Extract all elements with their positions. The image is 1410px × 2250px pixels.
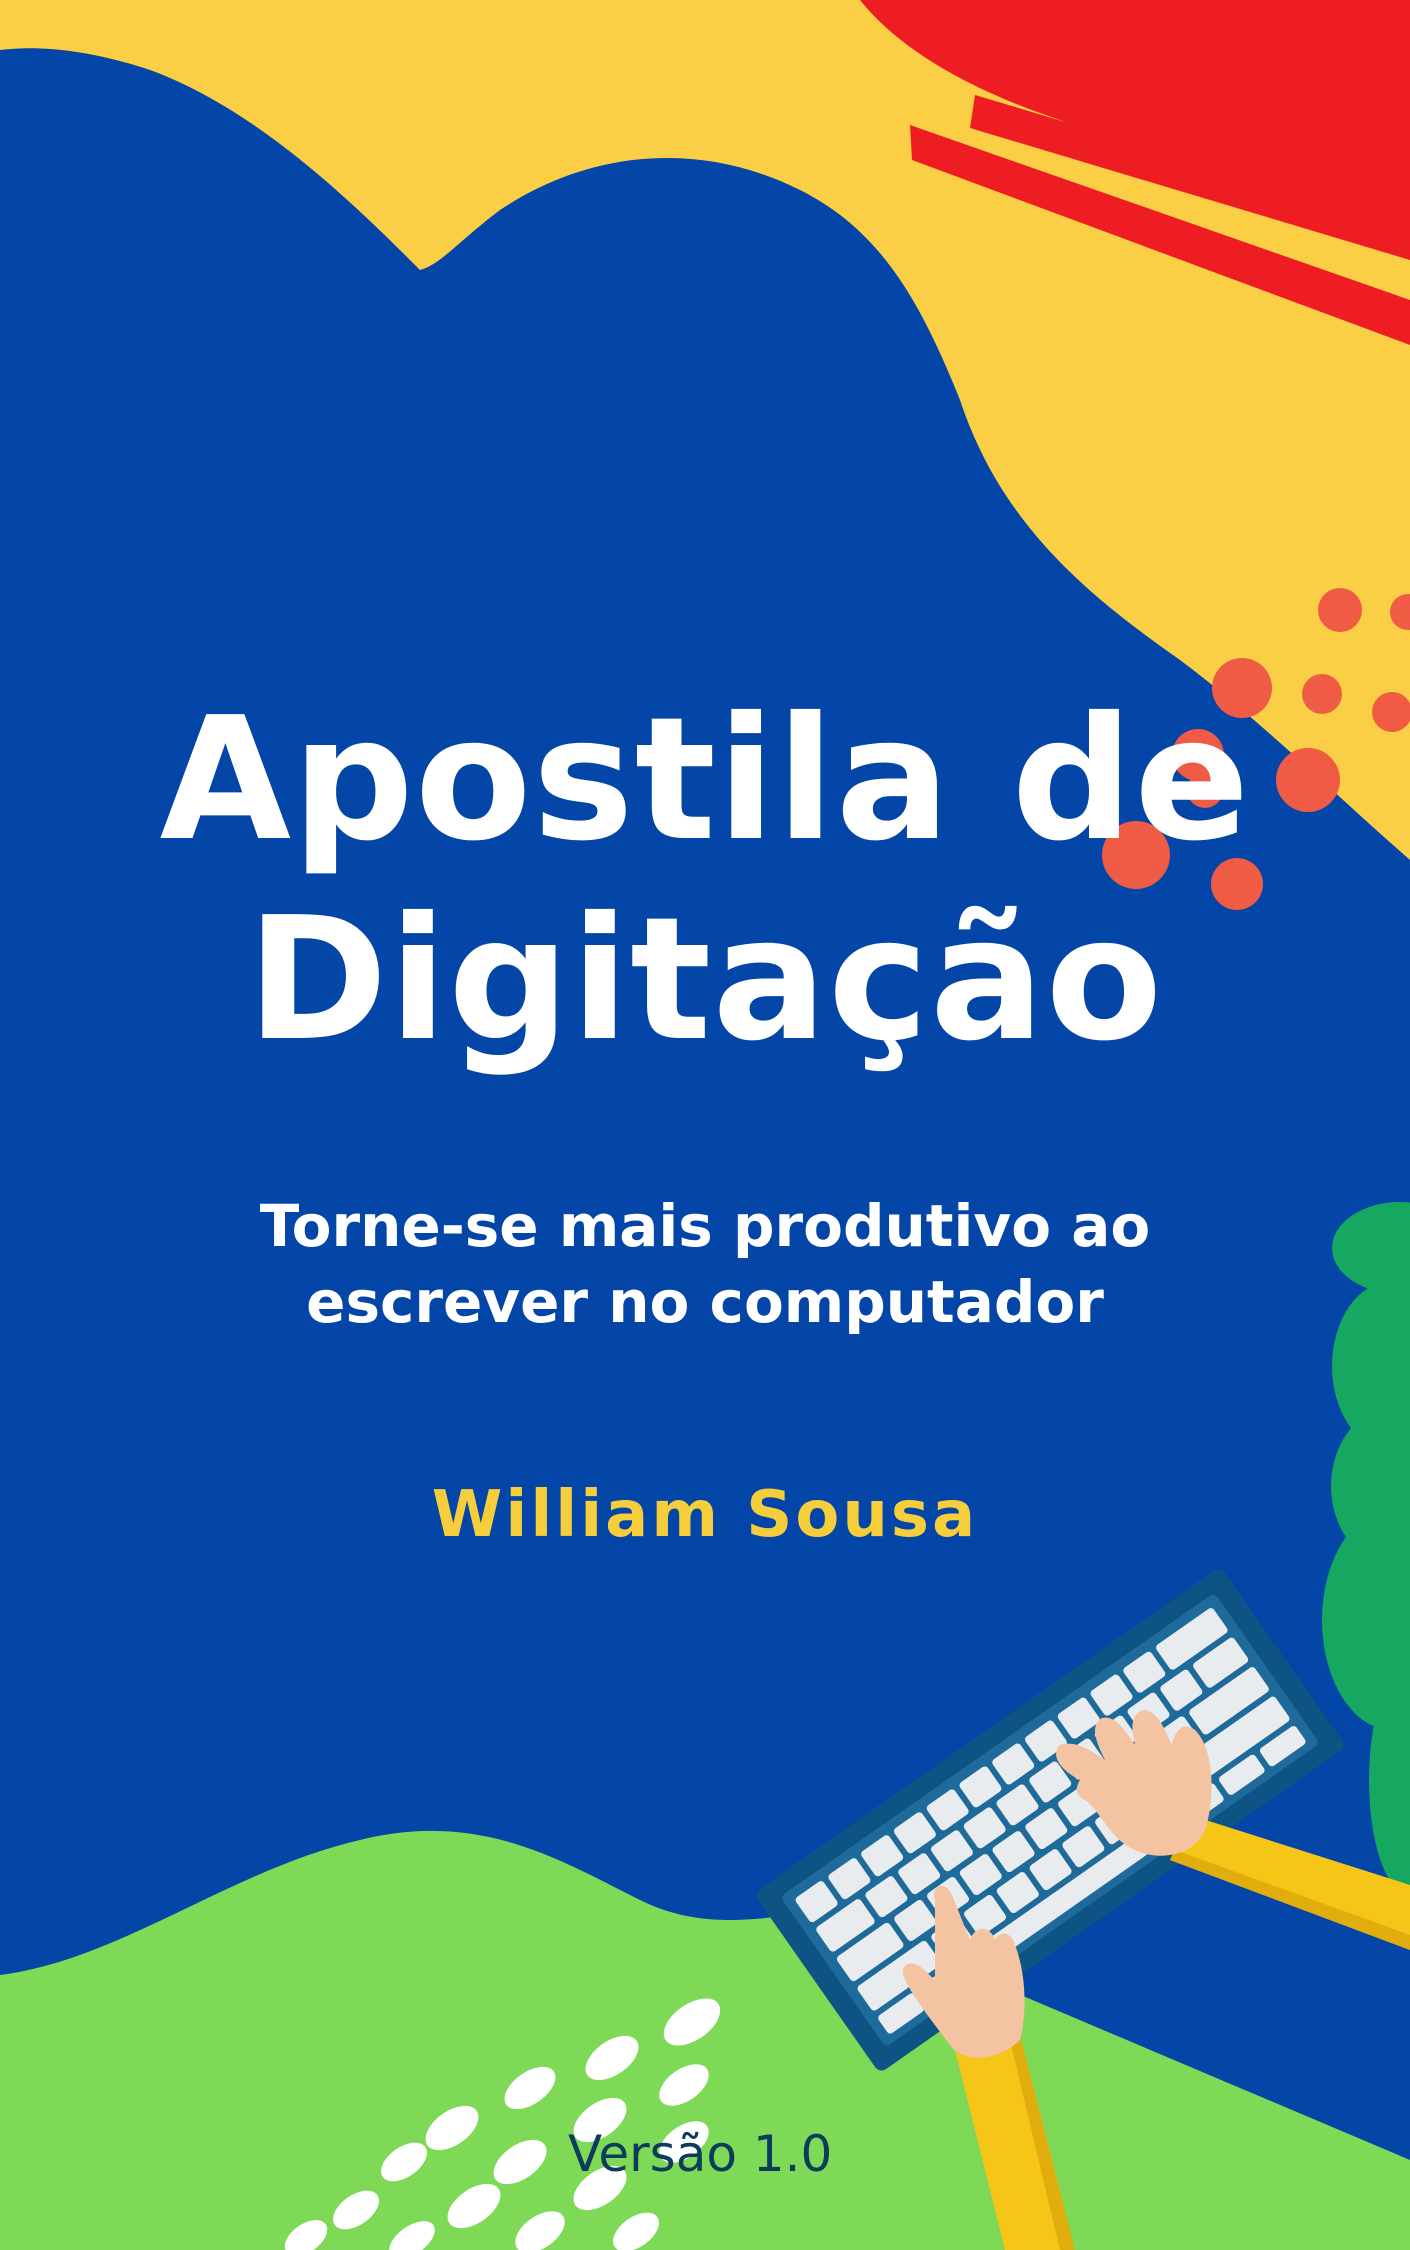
book-title-line-2: Digitação xyxy=(246,881,1164,1079)
author-name: William Sousa xyxy=(431,1478,979,1552)
book-title-line-1: Apostila de xyxy=(159,681,1251,879)
book-subtitle-line-2: escrever no computador xyxy=(306,1268,1104,1336)
book-subtitle xyxy=(0,1188,1410,1340)
version-label: Versão 1.0 xyxy=(568,2125,833,2183)
book-subtitle-line-1: Torne-se mais produtivo ao xyxy=(259,1192,1151,1260)
book-title xyxy=(0,680,1410,1080)
